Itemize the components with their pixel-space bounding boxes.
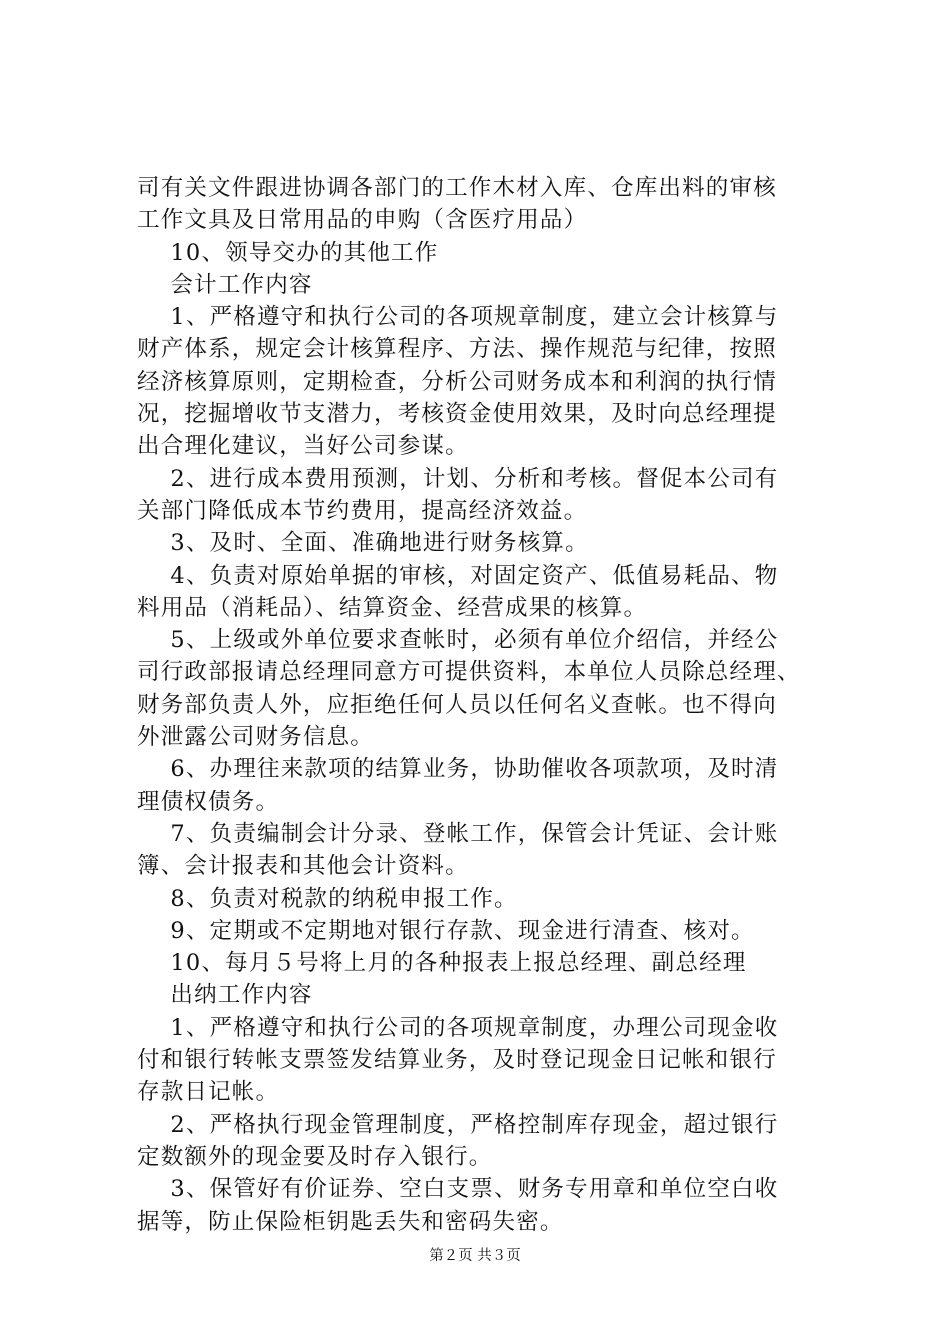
text-line: 据等，防止保险柜钥匙丢失和密码失密。 (137, 1208, 564, 1235)
text-line: 1、严格遵守和执行公司的各项规章制度，办理公司现金收 (137, 1014, 779, 1041)
text-line: 4、负责对原始单据的审核，对固定资产、低值易耗品、物 (137, 562, 779, 589)
text-line: 财务部负责人外，应拒绝任何人员以任何名义查帐。也不得向 (137, 691, 777, 718)
text-line: 3、保管好有价证券、空白支票、财务专用章和单位空白收 (137, 1176, 779, 1203)
document-body (137, 172, 837, 1238)
text-line: 出纳工作内容 (137, 982, 313, 1009)
text-line: 存款日记帐。 (137, 1079, 280, 1106)
page-footer: 第２页 共３页 (429, 1248, 521, 1264)
text-line: 会计工作内容 (137, 271, 313, 298)
text-line: 9、定期或不定期地对银行存款、现金进行清查、核对。 (137, 917, 755, 944)
text-line: 出合理化建议，当好公司参谋。 (137, 433, 469, 460)
text-line: 8、负责对税款的纳税申报工作。 (137, 885, 518, 912)
text-line: 付和银行转帐支票签发结算业务，及时登记现金日记帐和银行 (137, 1047, 777, 1074)
text-line: 况，挖掘增收节支潜力，考核资金使用效果，及时向总经理提 (137, 401, 777, 428)
text-line: 财产体系，规定会计核算程序、方法、操作规范与纪律，按照 (137, 336, 777, 363)
text-line: 外泄露公司财务信息。 (137, 724, 375, 751)
text-line: 司有关文件跟进协调各部门的工作木材入库、仓库出料的审核 (137, 175, 777, 201)
text-line: 1、严格遵守和执行公司的各项规章制度，建立会计核算与 (137, 304, 779, 331)
text-line: 关部门降低成本节约费用，提高经济效益。 (137, 497, 588, 524)
text-line: 工作文具及日常用品的申购（含医疗用品） (137, 207, 588, 234)
text-line: 定数额外的现金要及时存入银行。 (137, 1143, 493, 1170)
text-line: 料用品（消耗品）、结算资金、经营成果的核算。 (137, 594, 648, 621)
text-line: 2、进行成本费用预测，计划、分析和考核。督促本公司有 (137, 465, 779, 492)
text-line: 理债权债务。 (137, 788, 280, 815)
text-line: 2、严格执行现金管理制度，严格控制库存现金，超过银行 (137, 1111, 779, 1138)
text-line: 司行政部报请总经理同意方可提供资料，本单位人员除总经理、 (137, 659, 801, 686)
text-line: 经济核算原则，定期检查，分析公司财务成本和利润的执行情 (137, 368, 777, 395)
text-line: 簿、会计报表和其他会计资料。 (137, 853, 469, 880)
text-line: 5、上级或外单位要求查帐时，必须有单位介绍信，并经公 (137, 627, 779, 654)
text-line: 7、负责编制会计分录、登帐工作，保管会计凭证、会计账 (137, 820, 779, 847)
text-line: 6、办理往来款项的结算业务，协助催收各项款项，及时清 (137, 756, 779, 783)
text-line: 10、领导交办的其他工作 (137, 239, 439, 266)
text-line: 10、每月５号将上月的各种报表上报总经理、副总经理 (137, 950, 747, 977)
text-line: 3、及时、全面、准确地进行财务核算。 (137, 530, 589, 557)
